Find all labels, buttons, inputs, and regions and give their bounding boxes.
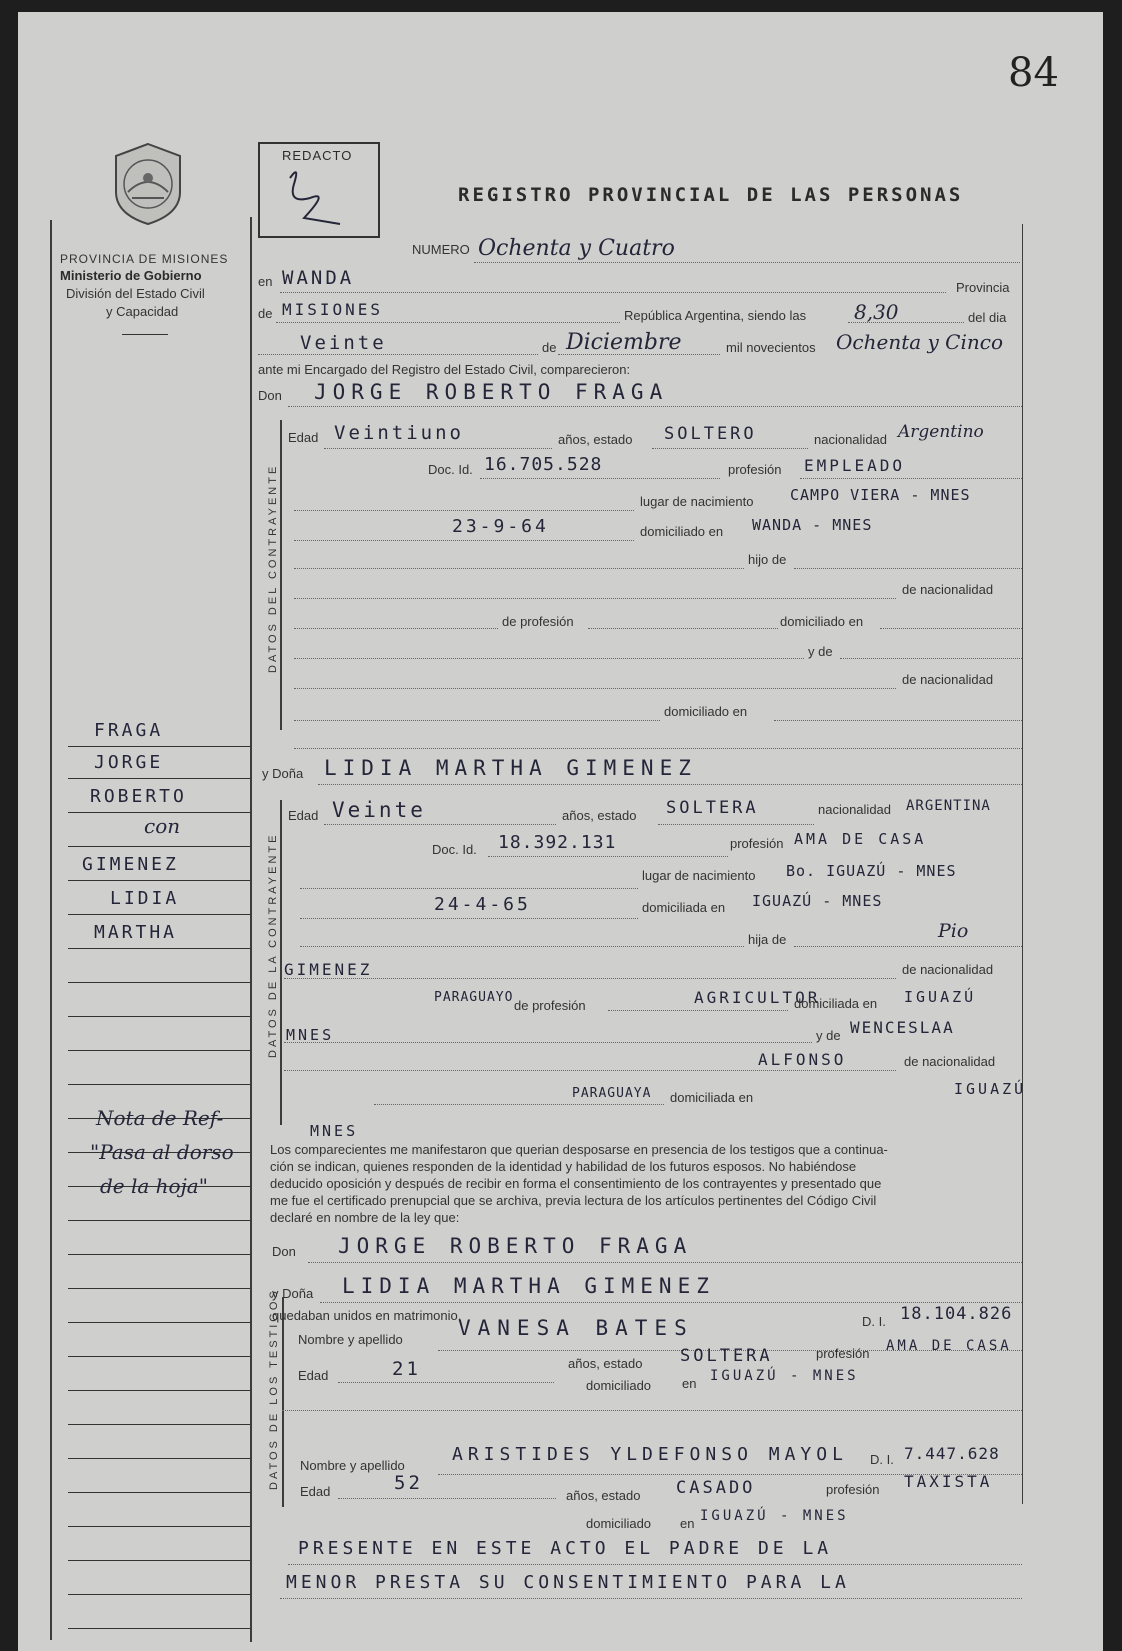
bride-lugar: Bo. IGUAZÚ - MNES: [786, 862, 957, 880]
republica-label: República Argentina, siendo las: [624, 308, 807, 323]
initials-signature: [280, 164, 350, 228]
don-label: Don: [258, 388, 282, 403]
groom-doc: 16.705.528: [484, 454, 603, 475]
bride-dona-label: y Doña: [262, 766, 304, 781]
bride-father-dom-label: domiciliada en: [794, 996, 878, 1011]
groom-lugar-label: lugar de nacimiento: [640, 494, 754, 509]
groom-father-nac-label: de nacionalidad: [902, 582, 994, 597]
bride-mother-nac-label: de nacionalidad: [904, 1054, 996, 1069]
province-label: PROVINCIA DE MISIONES: [60, 252, 229, 266]
witness2-estado-label: años, estado: [566, 1488, 641, 1503]
anio-value: Ochenta y Cinco: [836, 330, 1003, 354]
mes-value: Diciembre: [566, 330, 682, 355]
witness2-domicilio: IGUAZÚ - MNES: [700, 1508, 849, 1524]
groom-mother-dom-label: domiciliado en: [664, 704, 748, 719]
witness2-di-label: D. I.: [870, 1452, 894, 1467]
mil-label: mil novecientos: [726, 340, 816, 355]
witness2-name: ARISTIDES YLDEFONSO MAYOL: [452, 1444, 848, 1465]
groom-mother-nac-label: de nacionalidad: [902, 672, 994, 687]
document-page: [18, 12, 1103, 1651]
groom-prof-label: profesión: [728, 462, 782, 477]
groom-domicilio: WANDA - MNES: [752, 516, 873, 534]
witness1-name-label: Nombre y apellido: [298, 1332, 403, 1347]
witness1-edad-label: Edad: [298, 1368, 329, 1383]
bride-edad: Veinte: [332, 798, 426, 822]
witness2-en-label: en: [680, 1516, 695, 1531]
witness1-di-label: D. I.: [862, 1314, 886, 1329]
bride-dom-label: domiciliada en: [642, 900, 726, 915]
margin-nota-2: "Pasa al dorso: [90, 1140, 234, 1164]
margin-name-4: con: [144, 814, 181, 838]
dia-value: Veinte: [300, 332, 387, 354]
groom-fecha-nac: 23-9-64: [452, 516, 549, 537]
groom-father-prof-label: de profesión: [502, 614, 574, 629]
bride-father-last: GIMENEZ: [284, 960, 373, 979]
bride-father-dom2: MNES: [286, 1026, 335, 1044]
witness1-estado: SOLTERA: [680, 1346, 773, 1366]
section-label-groom: DATOS DEL CONTRAYENTE: [267, 463, 279, 673]
groom-nac-label: nacionalidad: [814, 432, 888, 447]
groom-edad: Veintiuno: [334, 422, 464, 444]
margin-name-7: MARTHA: [94, 922, 178, 943]
bride-doc: 18.392.131: [498, 832, 617, 853]
bride-mother-dom: IGUAZÚ: [954, 1080, 1027, 1098]
bride-mother-nac: PARAGUAYA: [572, 1086, 652, 1101]
de-label: de: [258, 306, 273, 321]
bride-estado: SOLTERA: [666, 798, 759, 818]
bride-mother-last: ALFONSO: [758, 1050, 847, 1069]
bride-prof: AMA DE CASA: [794, 830, 927, 848]
section-label-witnesses: DATOS DE LOS TESTIGOS: [268, 1288, 280, 1490]
margin-nota-1: Nota de Ref-: [96, 1106, 224, 1130]
redacto-stamp: [258, 142, 380, 238]
provincial-seal: [110, 142, 186, 226]
bride-domicilio: IGUAZÚ - MNES: [752, 892, 883, 910]
stamp-label: REDACTO: [282, 148, 353, 163]
bride-mother-first: WENCESLAA: [850, 1018, 955, 1037]
declare-dona-label: y Doña: [272, 1286, 314, 1301]
witness2-estado: CASADO: [676, 1478, 756, 1498]
note-line-2: MENOR PRESTA SU CONSENTIMIENTO PARA LA: [286, 1572, 850, 1593]
hora-value: 8,30: [854, 300, 899, 324]
bride-mother-dom2: MNES: [310, 1122, 359, 1140]
bride-edad-label: Edad: [288, 808, 319, 823]
witness1-dom-label: domiciliado: [586, 1378, 652, 1393]
del-dia-label: del dia: [968, 310, 1007, 325]
paragraph-line-4: me fue el certificado prenupcial que se archiva, previa lectura de los artículos pertinentes del Código Civil: [270, 1193, 877, 1208]
de-value: MISIONES: [282, 300, 384, 319]
bride-mother-label: y de: [816, 1028, 841, 1043]
groom-name: JORGE ROBERTO FRAGA: [314, 380, 669, 404]
groom-mother-label: y de: [808, 644, 833, 659]
groom-lugar: CAMPO VIERA - MNES: [790, 486, 971, 504]
groom-estado-label: años, estado: [558, 432, 633, 447]
en-label: en: [258, 274, 273, 289]
witness2-prof: TAXISTA: [904, 1472, 993, 1491]
groom-hijo-label: hijo de: [748, 552, 787, 567]
witness2-edad: 52: [394, 1472, 423, 1494]
witness1-estado-label: años, estado: [568, 1356, 643, 1371]
paragraph-line-5: declaré en nombre de la ley que:: [270, 1210, 460, 1225]
division-label: División del Estado Civil: [66, 286, 205, 301]
witness2-prof-label: profesión: [826, 1482, 880, 1497]
declare-groom: JORGE ROBERTO FRAGA: [338, 1234, 693, 1258]
bride-nac: ARGENTINA: [906, 798, 991, 814]
bride-father-prof-label: de profesión: [514, 998, 586, 1013]
document-title: REGISTRO PROVINCIAL DE LAS PERSONAS: [458, 184, 964, 206]
groom-dom-label: domiciliado en: [640, 524, 724, 539]
paragraph-line-3: deducido oposición y después de recibir en forma el consentimiento de los contrayentes y presentado que: [270, 1176, 882, 1191]
witness1-domicilio: IGUAZÚ - MNES: [710, 1368, 859, 1384]
provincia-label: Provincia: [956, 280, 1010, 295]
bride-lugar-label: lugar de nacimiento: [642, 868, 756, 883]
en-value: WANDA: [282, 267, 355, 289]
groom-prof: EMPLEADO: [804, 456, 906, 475]
bride-hija-label: hija de: [748, 932, 787, 947]
paragraph-line-2: ción se indican, quienes responden de la identidad y habilidad de los futuros esposos. No habiéndose: [270, 1159, 857, 1174]
groom-estado: SOLTERO: [664, 424, 757, 444]
margin-name-6: LIDIA: [110, 888, 180, 909]
bride-father-first: Pio: [938, 920, 969, 942]
note-line-1: PRESENTE EN ESTE ACTO EL PADRE DE LA: [298, 1538, 833, 1559]
bride-father-nac: PARAGUAYO: [434, 990, 514, 1005]
de-mes-label: de: [542, 340, 557, 355]
groom-father-dom-label: domiciliado en: [780, 614, 864, 629]
bride-father-nac-label: de nacionalidad: [902, 962, 994, 977]
section-label-bride: DATOS DE LA CONTRAYENTE: [267, 832, 279, 1058]
bride-nac-label: nacionalidad: [818, 802, 892, 817]
numero-value: Ochenta y Cuatro: [478, 236, 675, 261]
bride-name: LIDIA MARTHA GIMENEZ: [324, 756, 697, 780]
ministry-label: Ministerio de Gobierno: [60, 268, 202, 283]
witness2-dom-label: domiciliado: [586, 1516, 652, 1531]
declare-don-label: Don: [272, 1244, 296, 1259]
bride-father-prof: AGRICULTOR: [694, 988, 821, 1007]
margin-nota-3: de la hoja": [100, 1174, 208, 1198]
groom-edad-label: Edad: [288, 430, 319, 445]
witness1-prof: AMA DE CASA: [886, 1338, 1012, 1354]
seal-icon: [110, 142, 186, 226]
margin-name-2: JORGE: [94, 752, 164, 773]
witness2-name-label: Nombre y apellido: [300, 1458, 405, 1473]
groom-doc-label: Doc. Id.: [428, 462, 473, 477]
witness1-name: VANESA BATES: [458, 1316, 694, 1340]
paragraph-line-1: Los comparecientes me manifestaron que querian desposarse en presencia de los testigos que a continua-: [270, 1142, 888, 1157]
bride-prof-label: profesión: [730, 836, 784, 851]
witness1-prof-label: profesión: [816, 1346, 870, 1361]
capacity-label: y Capacidad: [106, 304, 179, 319]
bride-fecha-nac: 24-4-65: [434, 894, 531, 915]
witness1-di: 18.104.826: [900, 1304, 1013, 1324]
witness2-edad-label: Edad: [300, 1484, 331, 1499]
bride-mother-dom-label: domiciliada en: [670, 1090, 754, 1105]
margin-name-1: FRAGA: [94, 720, 164, 741]
quedaban-text: quedaban unidos en matrimonio.: [272, 1308, 462, 1323]
margin-name-5: GIMENEZ: [82, 854, 179, 875]
bride-estado-label: años, estado: [562, 808, 637, 823]
ante-text: ante mi Encargado del Registro del Estado Civil, comparecieron:: [258, 362, 631, 377]
margin-name-3: ROBERTO: [90, 786, 187, 807]
witness1-en-label: en: [682, 1376, 697, 1391]
numero-label: NUMERO: [412, 242, 470, 257]
bride-father-dom: IGUAZÚ: [904, 988, 977, 1006]
witness2-di: 7.447.628: [904, 1444, 1000, 1463]
bride-doc-label: Doc. Id.: [432, 842, 477, 857]
witness1-edad: 21: [392, 1358, 421, 1380]
groom-nac: Argentino: [898, 422, 984, 442]
declare-bride: LIDIA MARTHA GIMENEZ: [342, 1274, 715, 1298]
page-number: 84: [1008, 50, 1059, 96]
